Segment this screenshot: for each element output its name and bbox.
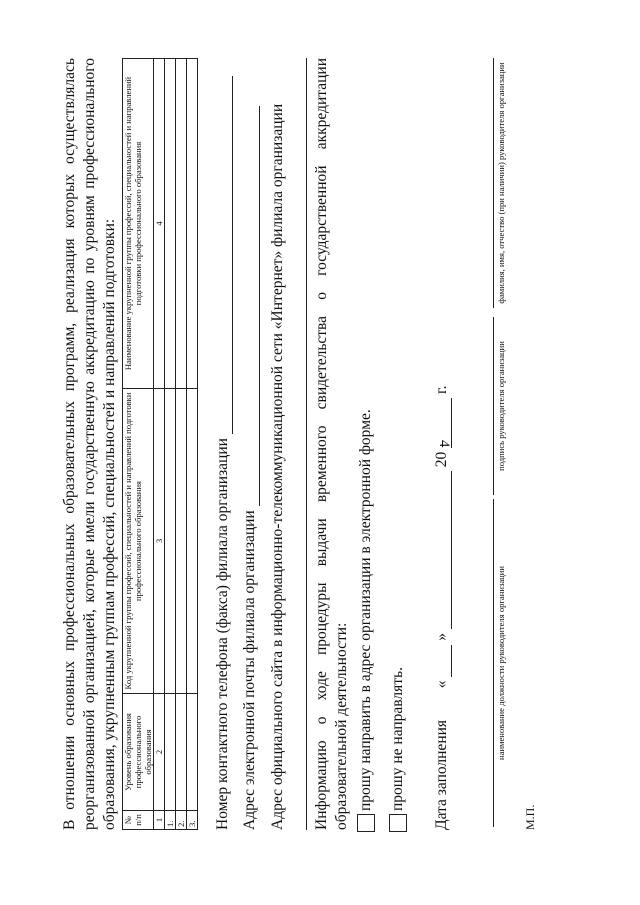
col-header-code: Код укрупненной группы профессий, специальностей и направлений подготовки профессионального образования [123, 389, 154, 694]
date-field [432, 385, 452, 830]
stamp-label: М.П. [523, 804, 537, 830]
col-number: 2 [154, 694, 165, 811]
position-signature-line[interactable] [493, 499, 494, 827]
col-number: 4 [154, 59, 165, 389]
date-label: Дата заполнения [433, 719, 450, 830]
table-cell[interactable] [176, 59, 187, 389]
table-cell[interactable] [165, 389, 176, 694]
col-number: 1 [154, 811, 165, 830]
no-send-checkbox[interactable] [389, 814, 407, 832]
website-label: Адрес официального сайта в информационно-телекоммуникационной сети «Интернет» филиала организации [269, 103, 286, 830]
intro-paragraph: В отношении основных профессиональных образовательных программ, реализация которых осуществлялась реорганизованной организацией, которые имели государственную аккредитацию по уровням профессионального образования, укрупненным группам профессий, специальностей и направлений подготовки: [61, 58, 118, 830]
name-caption-text: фамилия, имя, отчество (при наличии) руководителя организации [496, 62, 506, 304]
row-number: 2. [176, 811, 187, 830]
table-cell[interactable] [165, 694, 176, 811]
email-label: Адрес электронной почты филиала организации [241, 510, 258, 830]
position-caption: наименование должности руководителя организации [496, 566, 506, 760]
table-cell[interactable] [176, 389, 187, 694]
phone-input-line[interactable] [232, 76, 233, 434]
col-header-number: № п/п [123, 811, 154, 830]
date-day-line[interactable] [451, 645, 452, 677]
table-cell[interactable] [176, 694, 187, 811]
table-row [165, 59, 176, 830]
table-column-numbers [154, 59, 165, 830]
col-number: 3 [154, 389, 165, 694]
table-row [176, 59, 187, 830]
date-year-line[interactable] [451, 398, 452, 448]
table-header-row [123, 59, 154, 830]
signature-caption: подпись руководителя организации [496, 341, 506, 471]
table-cell[interactable] [187, 59, 198, 389]
website-field [268, 58, 288, 830]
email-input-line[interactable] [259, 106, 260, 506]
name-caption [496, 58, 506, 308]
table-cell[interactable] [187, 694, 198, 811]
option-no-send [388, 667, 408, 832]
date-open-quote: « [433, 680, 450, 689]
option-send-label: прошу направить в адрес организации в электронной форме. [357, 409, 374, 811]
table-row [187, 59, 198, 830]
table-cell[interactable] [187, 389, 198, 694]
info-paragraph: Информацию о ходе процедуры выдачи временного свидетельства о государственной аккредитации образовательной деятельности: [313, 58, 350, 830]
website-input-line[interactable] [306, 58, 307, 830]
phone-label: Номер контактного телефона (факса) филиала организации [214, 438, 231, 830]
name-signature-line[interactable] [493, 58, 494, 308]
date-year-suffix: г. [433, 385, 450, 394]
col-header-name: Наименование укрупненной группы профессий, специальностей и направлений подготовки профессионального образования [123, 59, 154, 389]
row-number: 1. [165, 811, 176, 830]
phone-field [213, 58, 233, 830]
option-send [356, 409, 376, 832]
page-number: 4 [436, 440, 452, 448]
col-header-level: Уровень образования профессионального образования [123, 694, 154, 811]
row-number: 3. [187, 811, 198, 830]
signature-line[interactable] [493, 317, 494, 495]
date-close-quote: » [433, 632, 450, 641]
programs-table [122, 58, 198, 830]
date-month-line[interactable] [451, 471, 452, 629]
send-checkbox[interactable] [357, 814, 375, 832]
email-field [240, 58, 260, 830]
table-cell[interactable] [165, 59, 176, 389]
date-year-prefix: 20 [433, 451, 450, 468]
option-no-send-label: прошу не направлять. [389, 667, 406, 811]
